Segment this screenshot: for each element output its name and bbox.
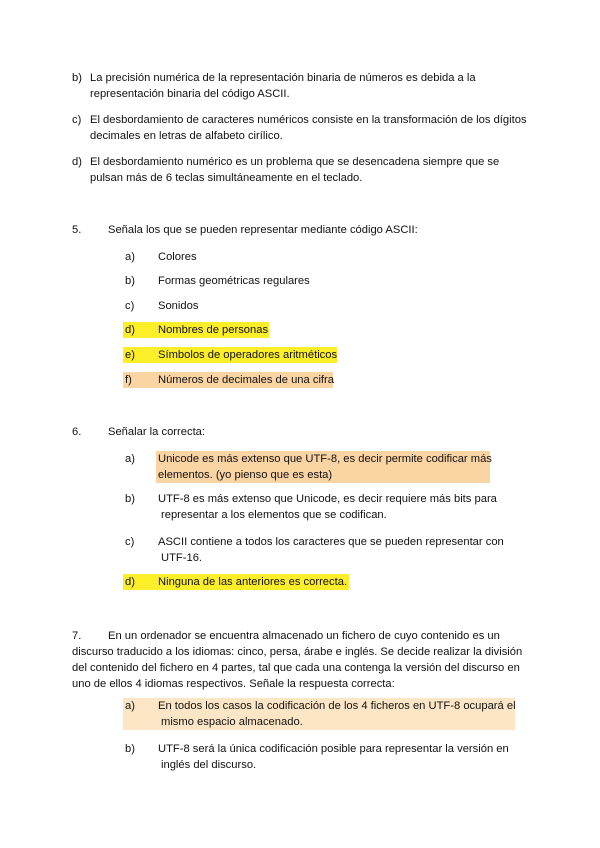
q7-option-a-line2: mismo espacio almacenado. — [161, 716, 303, 728]
q5-option-f: Números de decimales de una cifra — [158, 374, 334, 386]
q5-option-e: Símbolos de operadores aritméticos — [158, 349, 338, 361]
question-5-number: 5. — [72, 224, 82, 236]
q7-option-label-b: b) — [125, 743, 135, 755]
q6-option-a-line1: Unicode es más extenso que UTF-8, es decir permite codificar más — [158, 453, 492, 465]
question-7-text-line2: discurso traducido a los idiomas: cinco, persa, árabe e inglés. Se decide realizar la división — [72, 646, 523, 658]
q7-option-a-line1: En todos los casos la codificación de los 4 ficheros en UTF-8 ocupará el — [158, 700, 516, 712]
q6-option-label-d: d) — [125, 576, 135, 588]
q5-option-label-c: c) — [125, 300, 135, 312]
q7-option-b-line1: UTF-8 será la única codificación posible para representar la versión en — [158, 743, 509, 755]
q5-option-label-b: b) — [125, 275, 135, 287]
option-text-b-line1: La precisión numérica de la representación binaria de números es debida a la — [90, 72, 476, 84]
option-text-c-line2: decimales en letras de alfabeto cirílico. — [90, 130, 283, 142]
option-label-b: b) — [72, 72, 82, 84]
q6-option-a-line2: elementos. (yo pienso que es esta) — [158, 469, 333, 481]
q5-option-label-a: a) — [125, 251, 135, 263]
q5-option-label-e: e) — [125, 349, 135, 361]
q7-option-label-a: a) — [125, 700, 135, 712]
q5-option-c: Sonidos — [158, 300, 199, 312]
q6-option-label-c: c) — [125, 536, 135, 548]
q6-option-label-a: a) — [125, 453, 135, 465]
question-7-text-line3: del contenido del fichero en 4 partes, tal que cada una contenga la versión del discurso en — [72, 662, 520, 674]
option-text-c-line1: El desbordamiento de caracteres numéricos consiste en la transformación de los dígitos — [90, 114, 527, 126]
option-text-d-line2: pulsan más de 6 teclas simultáneamente en el teclado. — [90, 172, 363, 184]
question-6-text: Señalar la correcta: — [108, 426, 206, 438]
q6-option-b-line2: representar a los elementos que se codifican. — [161, 509, 387, 521]
option-text-d-line1: El desbordamiento numérico es un problema que se desencadena siempre que se — [90, 156, 500, 168]
question-7-number: 7. — [72, 630, 82, 642]
option-label-d: d) — [72, 156, 82, 168]
question-5-text: Señala los que se pueden representar mediante código ASCII: — [108, 224, 418, 236]
q6-option-label-b: b) — [125, 493, 135, 505]
q5-option-label-f: f) — [125, 374, 132, 386]
question-7-text-line1: En un ordenador se encuentra almacenado un fichero de cuyo contenido es un — [108, 630, 500, 642]
question-6-number: 6. — [72, 426, 82, 438]
option-text-b-line2: representación binaria del código ASCII. — [90, 88, 290, 100]
q7-option-b-line2: inglés del discurso. — [161, 759, 257, 771]
q6-option-d: Ninguna de las anteriores es correcta. — [158, 576, 348, 588]
q5-option-label-d: d) — [125, 324, 135, 336]
q6-option-c-line2: UTF-16. — [161, 552, 203, 564]
q6-option-b-line1: UTF-8 es más extenso que Unicode, es decir requiere más bits para — [158, 493, 497, 505]
q5-option-b: Formas geométricas regulares — [158, 275, 310, 287]
q5-option-a: Colores — [158, 251, 197, 263]
q5-option-d: Nombres de personas — [158, 324, 269, 336]
question-7-text-line4: uno de ellos 4 idiomas respectivos. Señale la respuesta correcta: — [72, 678, 395, 690]
option-label-c: c) — [72, 114, 82, 126]
q6-option-c-line1: ASCII contiene a todos los caracteres que se pueden representar con — [158, 536, 504, 548]
